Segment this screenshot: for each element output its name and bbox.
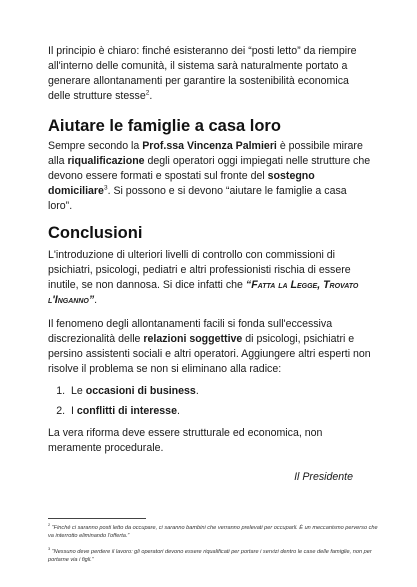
aiutare-paragraph: Sempre secondo la Prof.ssa Vincenza Palmieri è possibile mirare alla riqualificazione degli operatori oggi impiegati nelle strutture che devono essere formati e spostati sul fronte del sostegno domiciliare$^3$. Si possono e si devono “aiutare le famiglie a casa loro”. xyxy=(48,140,371,212)
footnote: $^3$ “Nessuno deve perdere il lavoro: gli operatori devono essere riqualificati per portare i servizi dentro le case delle famiglie, non per portarne via i figli.” xyxy=(48,546,372,563)
intro-paragraph: Il principio è chiaro: finché esisteranno dei “posti letto” da riempire all'interno delle comunità, il sistema sarà naturalmente portato a generare allontanamenti per garantire la sostenibilità economica delle strutture stesse$^2$. xyxy=(48,45,357,102)
document-body xyxy=(48,44,373,485)
list-item: 1. Le occasioni di business. xyxy=(68,384,373,399)
section-heading-aiutare: Aiutare le famiglie a casa loro xyxy=(48,117,281,135)
section-heading-conclusioni: Conclusioni xyxy=(48,224,143,242)
footnote-ref[interactable]: 3 xyxy=(103,184,108,192)
root-causes-list xyxy=(48,384,373,419)
conclusioni-paragraph-1: L'introduzione di ulteriori livelli di controllo con commissioni di psichiatri, psicologi, pediatri e altri professionisti rischia di essere inutile, se non dannosa. Si dice infatti che “Fatta la Legge, Trovato l'Inganno”. xyxy=(48,249,359,306)
footnote-divider xyxy=(48,518,146,519)
conclusioni-paragraph-3: La vera riforma deve essere strutturale ed economica, non meramente procedurale. xyxy=(48,427,323,454)
quote-fatta-la-legge: “Fatta la Legge, Trovato l'Inganno” xyxy=(48,279,359,306)
signature: Il Presidente xyxy=(294,471,353,483)
conclusioni-paragraph-2: Il fenomeno degli allontanamenti facili si fonda sull'eccessiva discrezionalità delle relazioni soggettive di psicologi, psichiatri e persino assistenti sociali e altri operatori. Aggiungere altri esperti non risolve il problema se non si eliminano alla radice: xyxy=(48,318,371,375)
list-item: 2. I conflitti di interesse. xyxy=(68,404,373,419)
footnote: $^2$ “Finché ci saranno posti letto da occupare, ci saranno bambini che verranno prelevati per occuparli. È un meccanismo perverso che va interrotto eliminando l'offerta.” xyxy=(48,522,378,539)
footnote-ref[interactable]: 2 xyxy=(145,89,150,97)
footnotes xyxy=(48,524,378,572)
